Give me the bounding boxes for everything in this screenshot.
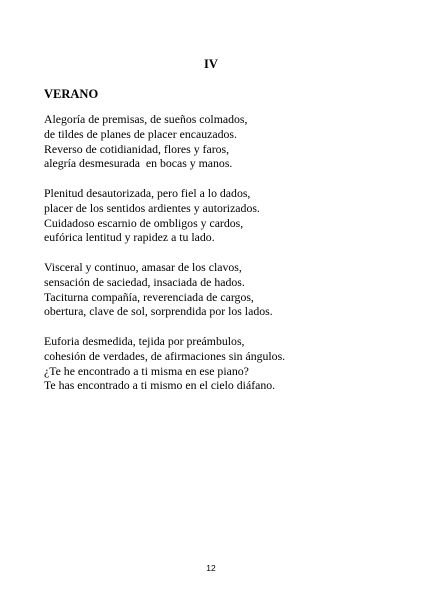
poem-line: alegría desmesurada en bocas y manos. <box>44 156 233 171</box>
poem-line: de tildes de planes de placer encauzados. <box>44 126 237 141</box>
poem-line: Euforia desmedida, tejida por preámbulos, <box>44 333 245 348</box>
poem-line: obertura, clave de sol, sorprendida por los lados. <box>44 304 273 319</box>
poem-line: Cuidadoso escarnio de ombligos y cardos, <box>44 215 244 230</box>
poem-line: cohesión de verdades, de afirmaciones sin ángulos. <box>44 348 286 363</box>
poem-body <box>44 112 404 408</box>
poem-title: VERANO <box>44 87 99 101</box>
page-number: 12 <box>206 563 216 573</box>
poem-line: Te has encontrado a ti mismo en el cielo diáfano. <box>44 378 276 393</box>
section-number: IV <box>204 57 218 71</box>
stanza-3 <box>44 260 404 319</box>
poem-line: Alegoría de premisas, de sueños colmados, <box>44 112 248 126</box>
poem-line: Visceral y continuo, amasar de los clavos, <box>44 259 242 274</box>
stanza-1 <box>44 112 404 171</box>
poem-line: Taciturna compañía, reverenciada de cargos, <box>44 289 254 304</box>
poem-line: ¿Te he encontrado a ti misma en ese piano? <box>44 363 249 378</box>
poem-line: sensación de saciedad, insaciada de hados. <box>44 274 245 289</box>
poem-line: eufórica lentitud y rapidez a tu lado. <box>44 230 215 245</box>
poem-line: placer de los sentidos ardientes y autorizados. <box>44 200 260 215</box>
stanza-2 <box>44 186 404 245</box>
poem-line: Plenitud desautorizada, pero fiel a lo dados, <box>44 185 251 200</box>
stanza-4 <box>44 334 404 393</box>
poem-line: Reverso de cotidianidad, flores y faros, <box>44 141 230 156</box>
